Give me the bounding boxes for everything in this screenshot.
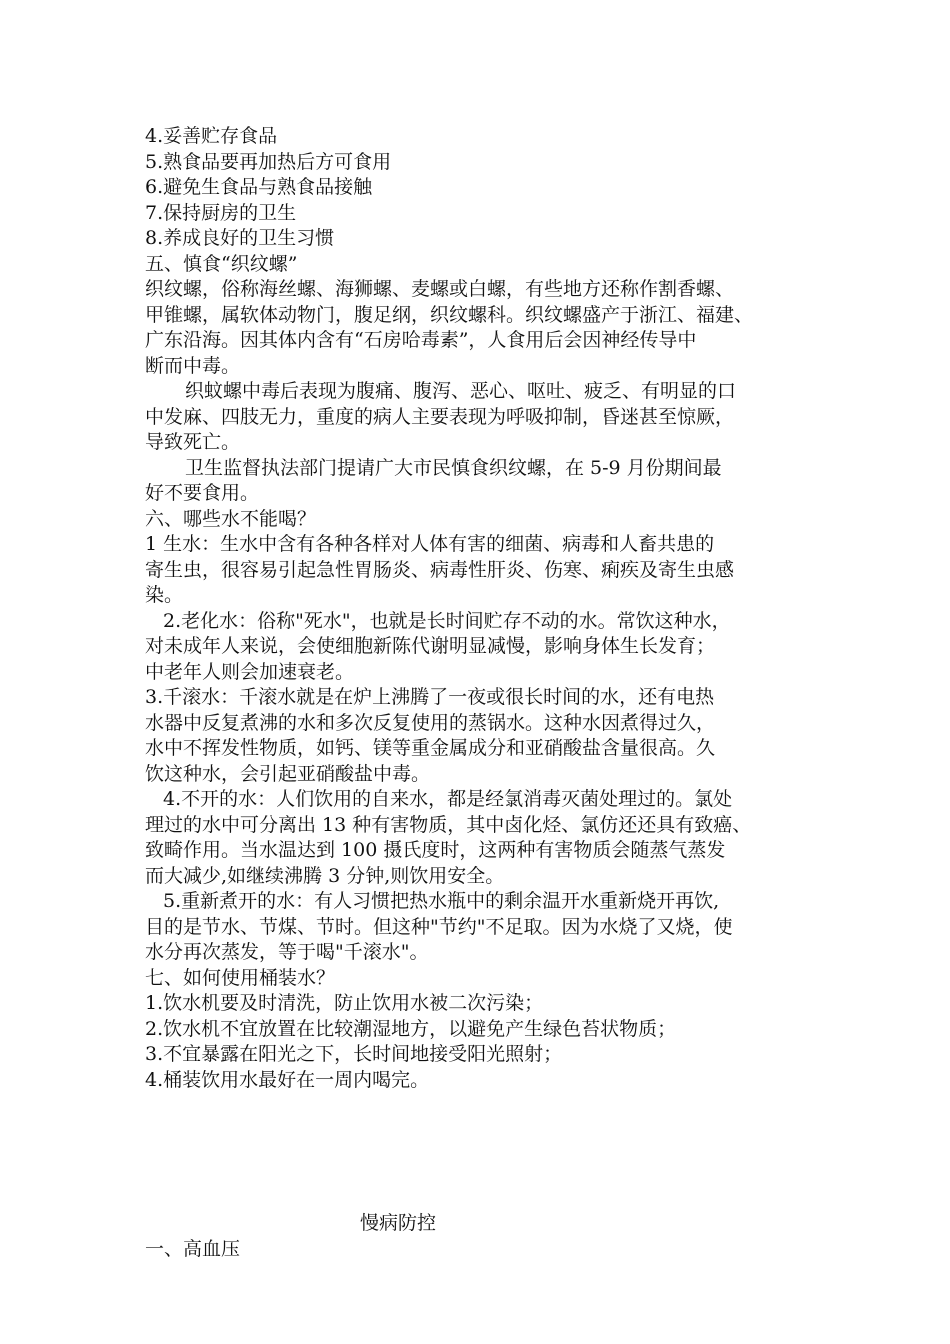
text-line: 对未成年人来说，会使细胞新陈代谢明显减慢，影响身体生长发育； — [145, 635, 716, 657]
text-line: 饮这种水，会引起亚硝酸盐中毒。 — [145, 762, 431, 785]
text-line: 水器中反复煮沸的水和多次反复使用的蒸锅水。这种水因煮得过久， — [145, 711, 716, 734]
text-line: 甲锥螺，属软体动物门，腹足纲，织纹螺科。织纹螺盛产于浙江、福建、 — [145, 303, 754, 326]
text-line: 中老年人则会加速衰老。 — [145, 660, 355, 683]
text-line: 卫生监督执法部门提请广大市民慎食织纹螺，在 5-9 月份期间最 — [185, 456, 722, 479]
text-line: 4.妥善贮存食品 — [145, 125, 278, 147]
heading-bottled-water: 七、如何使用桶装水？ — [145, 966, 336, 989]
text-line: 8.养成良好的卫生习惯 — [145, 227, 335, 249]
text-line: 5.熟食品要再加热后方可食用 — [145, 150, 392, 173]
text-line: 6.避免生食品与熟食品接触 — [145, 176, 373, 198]
text-line: 2.老化水：俗称"死水"，也就是长时间贮存不动的水。常饮这种水， — [163, 609, 731, 632]
text-line: 中发麻、四肢无力，重度的病人主要表现为呼吸抑制，昏迷甚至惊厥， — [145, 405, 735, 428]
text-line: 4.不开的水：人们饮用的自来水，都是经氯消毒灭菌处理过的。氯处 — [163, 788, 733, 810]
text-line: 2.饮水机不宜放置在比较潮湿地方，以避免产生绿色苔状物质； — [145, 1017, 677, 1040]
spacer — [145, 1093, 815, 1211]
document-page — [145, 124, 815, 1262]
text-line: 导致死亡。 — [145, 431, 241, 453]
text-line: 断而中毒。 — [145, 354, 241, 377]
text-line: 水分再次蒸发，等于喝"千滚水"。 — [145, 941, 429, 963]
text-line: 5.重新煮开的水：有人习惯把热水瓶中的剩余温开水重新烧开再饮, — [163, 890, 720, 912]
subheading: 一、高血压 — [145, 1237, 241, 1260]
text-line: 7.保持厨房的卫生 — [145, 201, 297, 224]
text-line: 4.桶装饮用水最好在一周内喝完。 — [145, 1068, 430, 1091]
text-line: 目的是节水、节煤、节时。但这种"节约"不足取。因为水烧了又烧，使 — [145, 915, 733, 938]
text-line: 水中不挥发性物质，如钙、镁等重金属成分和亚硝酸盐含量很高。久 — [145, 737, 716, 759]
text-line: 1 生水：生水中含有各种各样对人体有害的细菌、病毒和人畜共患的 — [145, 533, 715, 555]
text-line: 3.千滚水：千滚水就是在炉上沸腾了一夜或很长时间的水，还有电热 — [145, 686, 715, 708]
text-line: 寄生虫，很容易引起急性胃肠炎、病毒性肝炎、伤寒、痢疾及寄生虫感 — [145, 558, 735, 581]
paragraph-water — [145, 379, 815, 1093]
text-line: 而大减少,如继续沸腾 3 分钟,则饮用安全。 — [145, 864, 505, 887]
text-line: 3.不宜暴露在阳光之下，长时间地接受阳光照射； — [145, 1043, 563, 1065]
text-line: 织纹螺，俗称海丝螺、海狮螺、麦螺或白螺，有些地方还称作割香螺、 — [145, 278, 735, 300]
text-line: 致畸作用。当水温达到 100 摄氏度时，这两种有害物质会随蒸气蒸发 — [145, 839, 726, 861]
heading-water: 六、哪些水不能喝？ — [145, 507, 317, 530]
text-line: 广东沿海。因其体内含有“石房哈毒素”，人食用后会因神经传导中 — [145, 329, 697, 351]
text-line: 1.饮水机要及时清洗，防止饮用水被二次污染； — [145, 992, 544, 1014]
heading-snail: 五、慎食“织纹螺” — [145, 252, 298, 275]
paragraph-food-tips — [145, 124, 815, 379]
text-line: 染。 — [145, 584, 184, 606]
text-line: 好不要食用。 — [145, 482, 260, 504]
section-title: 慢病防控 — [360, 1212, 437, 1234]
text-line: 织蚊螺中毒后表现为腹痛、腹泻、恶心、呕吐、疲乏、有明显的口 — [185, 380, 737, 402]
text-line: 理过的水中可分离出 13 种有害物质，其中卤化烃、氯仿还还具有致癌、 — [145, 813, 752, 836]
